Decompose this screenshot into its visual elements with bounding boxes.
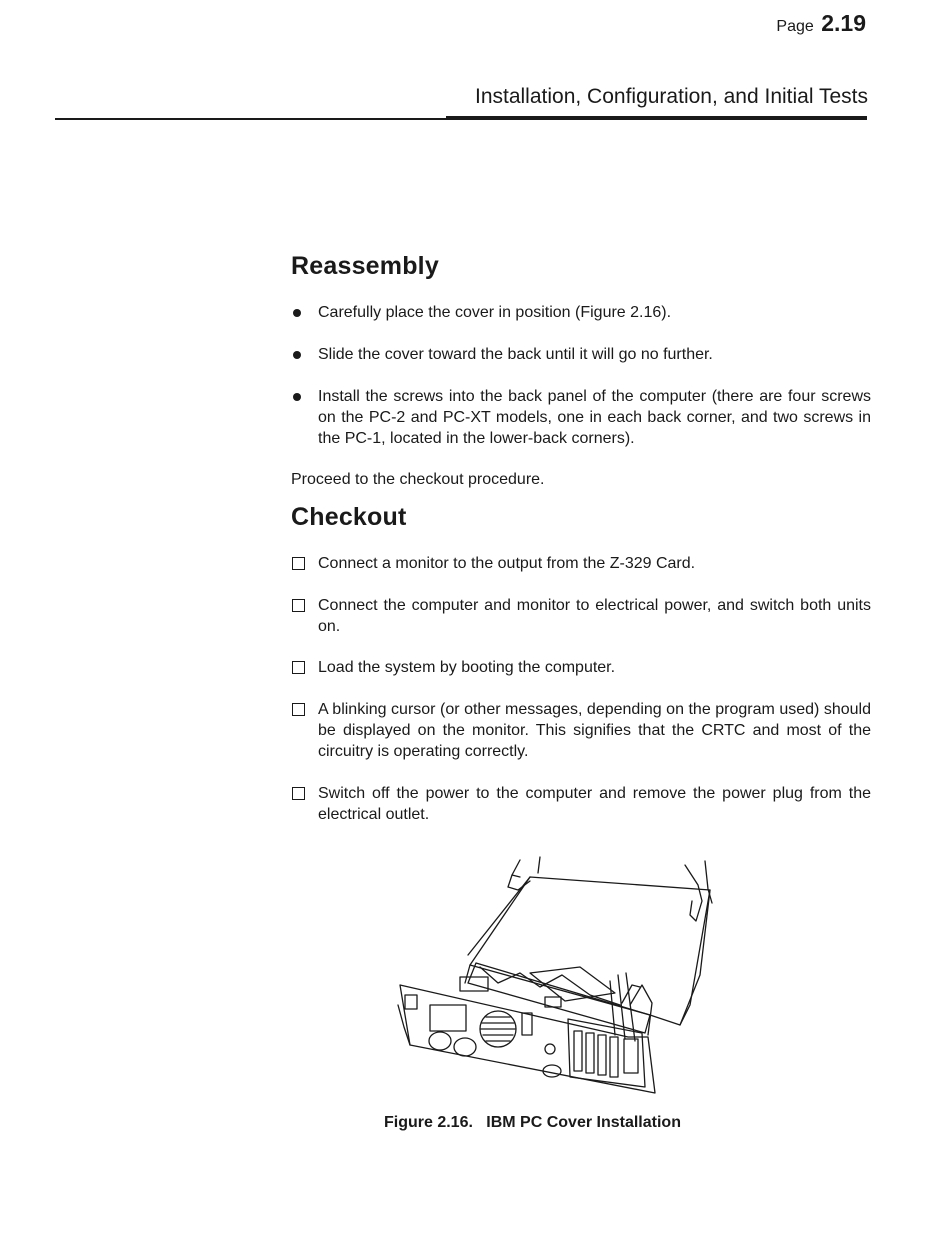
bullet-text: Carefully place the cover in position (Figure 2.16). xyxy=(318,304,672,321)
pc-cover-illustration xyxy=(380,855,725,1100)
reassembly-bullet-1 xyxy=(291,302,871,323)
checkout-text: Load the system by booting the computer. xyxy=(318,659,616,676)
bullet-text: Install the screws into the back panel of the computer (there are four screws on the PC-2 and PC-XT models, one in each back corner, and two screws in the PC-1, located in the lower-back corners). xyxy=(318,388,871,447)
checkbox-icon xyxy=(292,787,305,800)
left-hand xyxy=(508,857,540,890)
checkout-text: Switch off the power to the computer and remove the power plug from the electrical outlet. xyxy=(318,785,871,823)
reassembly-bullet-3 xyxy=(291,386,871,449)
page-number-value: 2.19 xyxy=(821,10,866,36)
checkout-heading: Checkout xyxy=(291,503,407,531)
checkout-text: A blinking cursor (or other messages, depending on the program used) should be displayed on the monitor. This signifies that the CRTC and most of the circuitry is operating correctly. xyxy=(318,701,871,760)
back-panel xyxy=(398,973,655,1093)
figure-number: Figure 2.16. xyxy=(384,1114,473,1131)
checkout-item-4 xyxy=(291,699,871,762)
checkout-item-5 xyxy=(291,783,871,825)
checkbox-icon xyxy=(292,703,305,716)
bullet-dot-icon xyxy=(293,393,301,401)
page-number xyxy=(776,10,866,37)
page-label: Page xyxy=(776,18,814,35)
checkbox-icon xyxy=(292,599,305,612)
header-rule-accent xyxy=(446,116,867,120)
bullet-dot-icon xyxy=(293,309,301,317)
reassembly-heading: Reassembly xyxy=(291,252,439,280)
bullet-dot-icon xyxy=(293,351,301,359)
checkbox-icon xyxy=(292,557,305,570)
checkout-text: Connect a monitor to the output from the Z-329 Card. xyxy=(318,555,696,572)
reassembly-bullet-2 xyxy=(291,344,871,365)
checkout-item-2 xyxy=(291,595,871,637)
checkout-section xyxy=(291,503,871,532)
cover-lid xyxy=(465,877,710,1025)
checkout-item-1 xyxy=(291,553,871,574)
checkout-text: Connect the computer and monitor to electrical power, and switch both units on. xyxy=(318,597,871,635)
checkbox-icon xyxy=(292,661,305,674)
figure-title: IBM PC Cover Installation xyxy=(486,1114,681,1131)
figure-caption xyxy=(384,1114,681,1132)
checkout-item-3 xyxy=(291,657,871,678)
chapter-title: Installation, Configuration, and Initial Tests xyxy=(474,85,868,108)
reassembly-section xyxy=(291,252,871,281)
bullet-text: Slide the cover toward the back until it will go no further. xyxy=(318,346,713,363)
reassembly-closing: Proceed to the checkout procedure. xyxy=(291,471,545,488)
